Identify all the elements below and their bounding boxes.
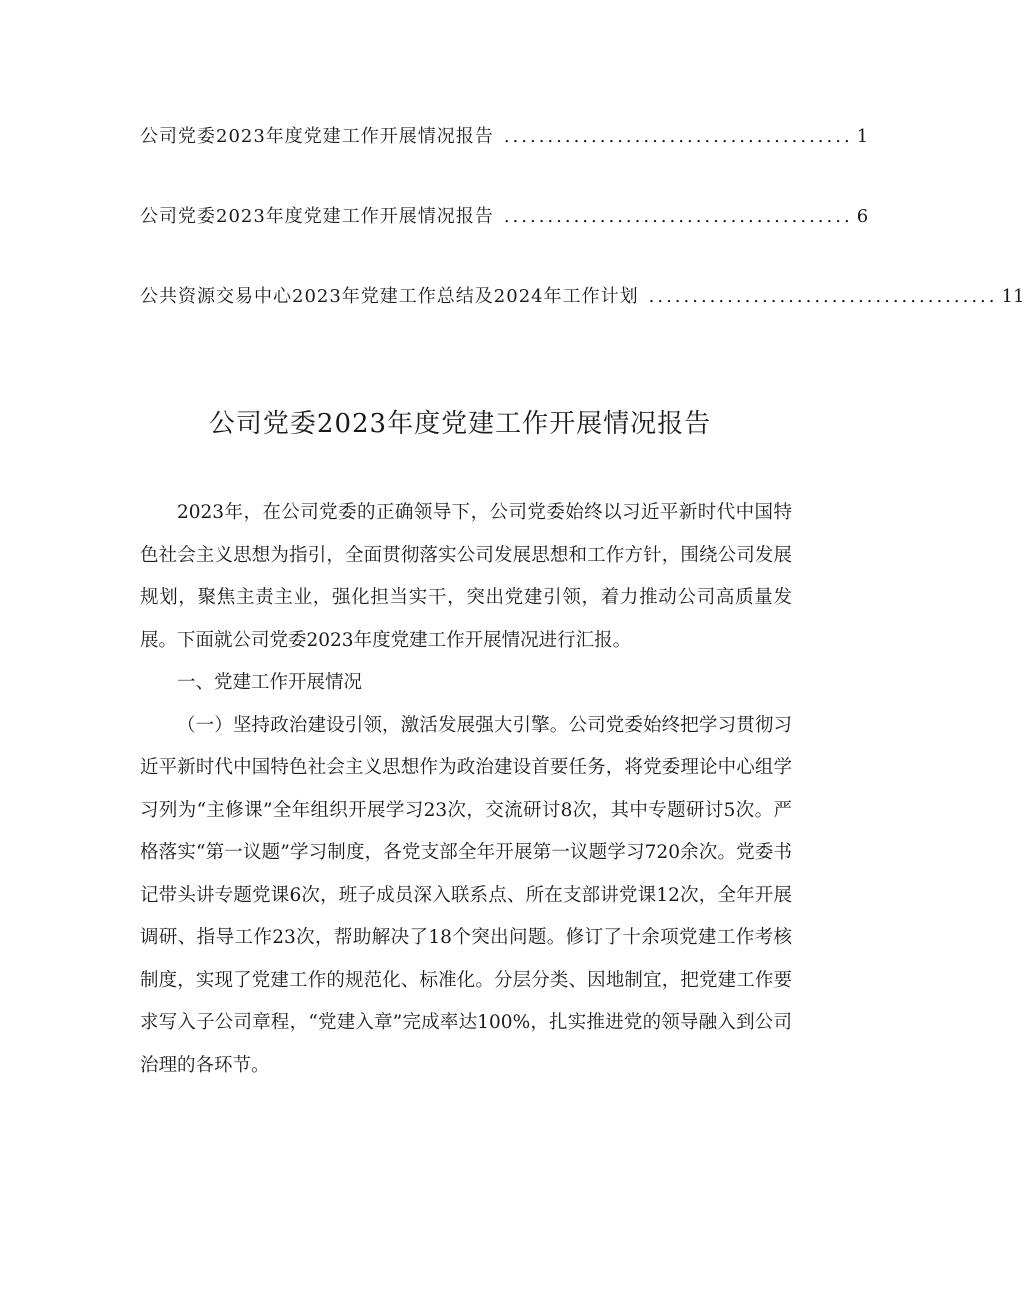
document-title: 公司党委2023年度党建工作开展情况报告 bbox=[208, 409, 712, 439]
toc-entry-title: 公司党委2023年度党建工作开展情况报告 bbox=[140, 206, 494, 227]
toc-dot-leader: ........................................ bbox=[503, 206, 853, 227]
table-of-contents bbox=[140, 122, 1024, 312]
toc-dot-leader: ........................................ bbox=[648, 286, 998, 307]
section-heading: 一、党建工作开展情况 bbox=[177, 672, 363, 693]
toc-entry[interactable] bbox=[140, 282, 1024, 312]
toc-entry-title: 公司党委2023年度党建工作开展情况报告 bbox=[140, 126, 494, 147]
toc-entry-title: 公共资源交易中心2023年党建工作总结及2024年工作计划 bbox=[140, 286, 639, 307]
document-body bbox=[140, 492, 792, 1087]
intro-paragraph: 2023年，在公司党委的正确领导下，公司党委始终以习近平新时代中国特色社会主义思想为指引，全面贯彻落实公司发展思想和工作方针，围绕公司发展规划，聚焦主责主业，强化担当实干，突出党建引领，着力推动公司高质量发展。下面就公司党委2023年度党建工作开展情况进行汇报。 bbox=[140, 502, 792, 651]
toc-dot-leader: ........................................ bbox=[503, 126, 853, 147]
toc-entry[interactable] bbox=[140, 202, 869, 232]
toc-entry[interactable] bbox=[140, 122, 869, 152]
toc-page-number: 11 bbox=[1001, 286, 1024, 307]
body-paragraph: （一）坚持政治建设引领，激活发展强大引擎。公司党委始终把学习贯彻习近平新时代中国特色社会主义思想作为政治建设首要任务，将党委理论中心组学习列为“主修课”全年组织开展学习23次，交流研讨8次，其中专题研讨5次。严格落实“第一议题”学习制度，各党支部全年开展第一议题学习720余次。党委书记带头讲专题党课6次，班子成员深入联系点、所在支部讲党课12次，全年开展调研、指导工作23次，帮助解决了18个突出问题。修订了十余项党建工作考核制度，实现了党建工作的规范化、标准化。分层分类、因地制宜，把党建工作要求写入子公司章程，“党建入章”完成率达100%，扎实推进党的领导融入到公司治理的各环节。 bbox=[140, 714, 792, 1076]
toc-page-number: 1 bbox=[856, 126, 869, 147]
toc-page-number: 6 bbox=[856, 206, 869, 227]
